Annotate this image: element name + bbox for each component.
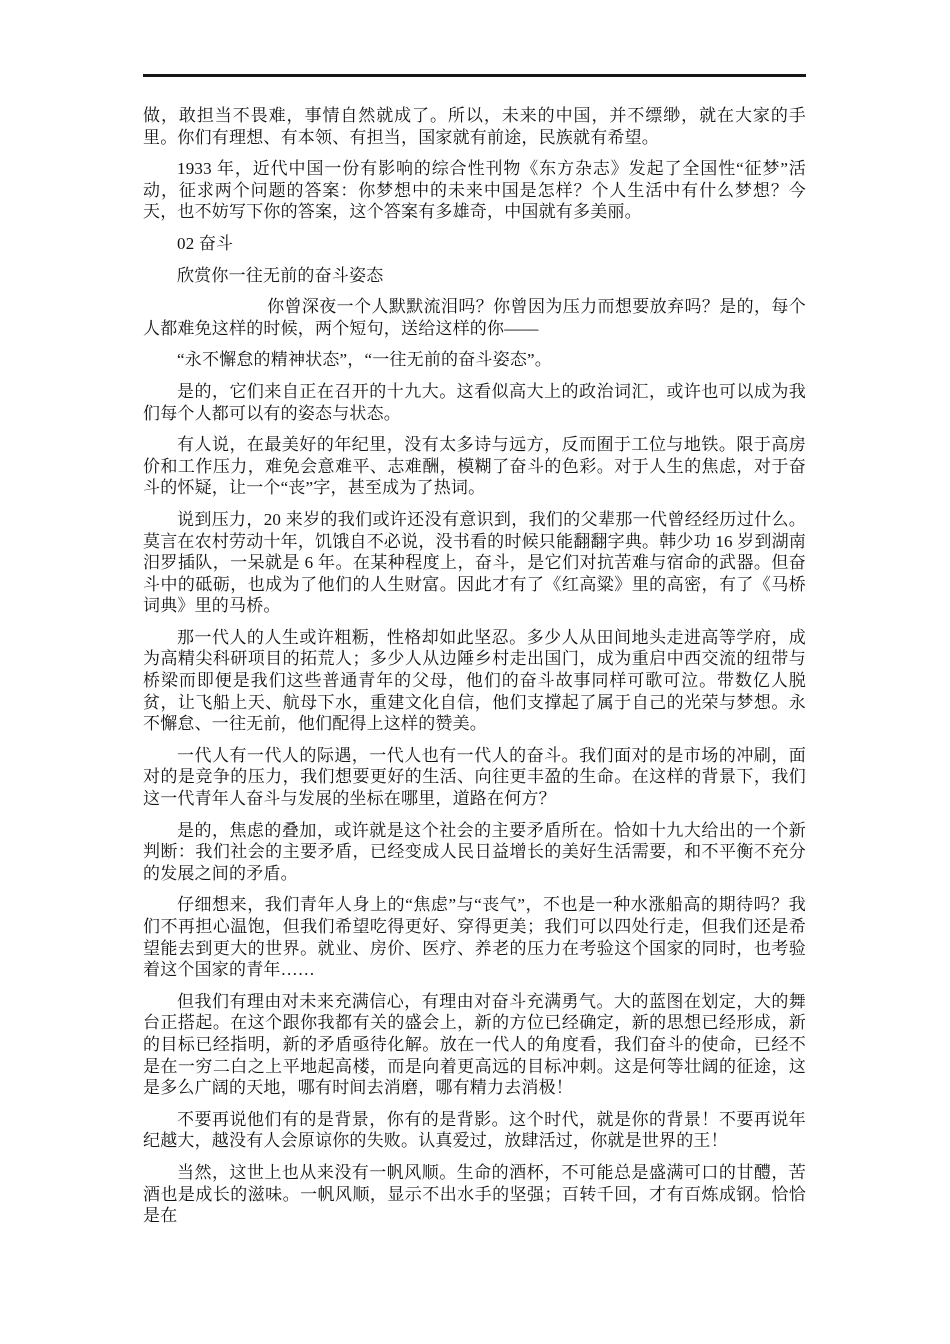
paragraph: 当然，这世上也从来没有一帆风顺。生命的酒杯，不可能总是盛满可口的甘醴，苦酒也是成长的滋味。一帆风顺，显示不出水手的坚强；百转千回，才有百炼成钢。恰恰是在	[143, 1162, 806, 1226]
paragraph: 做，敢担当不畏难，事情自然就成了。所以，未来的中国，并不缥缈，就在大家的手里。你们有理想、有本领、有担当，国家就有前途，民族就有希望。	[143, 106, 806, 147]
paragraph: 说到压力，20 来岁的我们或许还没有意识到，我们的父辈那一代曾经经历过什么。莫言在农村劳动十年，饥饿自不必说，没书看的时候只能翻翻字典。韩少功 16 岁到湖南汨罗插队，一呆就是 6 年。在某种程度上，奋斗，是它们对抗苦难与宿命的武器。但奋斗中的砥砺，也成为了他们的人生财富。因此才有了《红高粱》里的高密，有了《马桥词典》里的马桥。	[143, 509, 806, 616]
section-subtitle: 欣赏你一往无前的奋斗姿态	[177, 265, 384, 285]
paragraph: 是的，它们来自正在召开的十九大。这看似高大上的政治词汇，或许也可以成为我们每个人都可以有的姿态与状态。	[143, 381, 806, 423]
paragraph: 那一代人的人生或许粗粝，性格却如此坚忍。多少人从田间地头走进高等学府，成为高精尖科研项目的拓荒人；多少人从边陲乡村走出国门，成为重启中西交流的纽带与桥梁而即便是我们这些普通青年的父母，他们的奋斗故事同样可歌可泣。带数亿人脱贫，让飞船上天、航母下水，重建文化自信，他们支撑起了属于自己的光荣与梦想。永不懈怠、一往无前，他们配得上这样的赞美。	[143, 627, 806, 734]
paragraph: 仔细想来，我们青年人身上的“焦虑”与“丧气”，不也是一种水涨船高的期待吗？我们不再担心温饱，但我们希望吃得更好、穿得更美；我们可以四处行走，但我们还是希望能去到更大的世界。就业、房价、医疗、养老的压力在考验这个国家的同时，也考验着这个国家的青年……	[143, 895, 806, 980]
paragraph: 1933 年，近代中国一份有影响的综合性刊物《东方杂志》发起了全国性“征梦”活动，征求两个问题的答案：你梦想中的未来中国是怎样？个人生活中有什么梦想？今天，也不妨写下你的答案，这个答案有多雄奇，中国就有多美丽。	[143, 159, 806, 222]
paragraph: 有人说，在最美好的年纪里，没有太多诗与远方，反而囿于工位与地铁。限于高房价和工作压力，难免会意难平、志难酬，模糊了奋斗的色彩。对于人生的焦虑，对于奋斗的怀疑，让一个“丧”字，甚至成为了热词。	[143, 435, 806, 498]
paragraph: 一代人有一代人的际遇，一代人也有一代人的奋斗。我们面对的是市场的冲刷，面对的是竞争的压力，我们想要更好的生活、向往更丰盈的生命。在这样的背景下，我们这一代青年人奋斗与发展的坐标在哪里，道路在何方？	[143, 745, 806, 809]
paragraph: 是的，焦虑的叠加，或许就是这个社会的主要矛盾所在。恰如十九大给出的一个新判断：我们社会的主要矛盾，已经变成人民日益增长的美好生活需要，和不平衡不充分的发展之间的矛盾。	[143, 820, 806, 883]
paragraph: 你曾深夜一个人默默流泪吗？你曾因为压力而想要放弃吗？是的，每个人都难免这样的时候，两个短句，送给这样的你——	[143, 297, 806, 338]
section-heading: 02 奋斗	[177, 233, 234, 253]
paragraph: 但我们有理由对未来充满信心，有理由对奋斗充满勇气。大的蓝图在划定，大的舞台正搭起。在这个跟你我都有关的盛会上，新的方位已经确定，新的思想已经形成，新的目标已经指明，新的矛盾亟待化解。放在一代人的角度看，我们奋斗的使命，已经不是在一穷二白之上平地起高楼，而是向着更高远的目标冲刺。这是何等壮阔的征途，这是多么广阔的天地，哪有时间去消磨，哪有精力去消极！	[143, 991, 806, 1098]
paragraph: 不要再说他们有的是背景，你有的是背影。这个时代，就是你的背景！不要再说年纪越大，越没有人会原谅你的失败。认真爱过，放肆活过，你就是世界的王！	[143, 1109, 806, 1151]
header-rule	[143, 74, 806, 77]
document-body	[143, 105, 806, 1237]
paragraph: “永不懈怠的精神状态”，“一往无前的奋斗姿态”。	[177, 350, 552, 370]
